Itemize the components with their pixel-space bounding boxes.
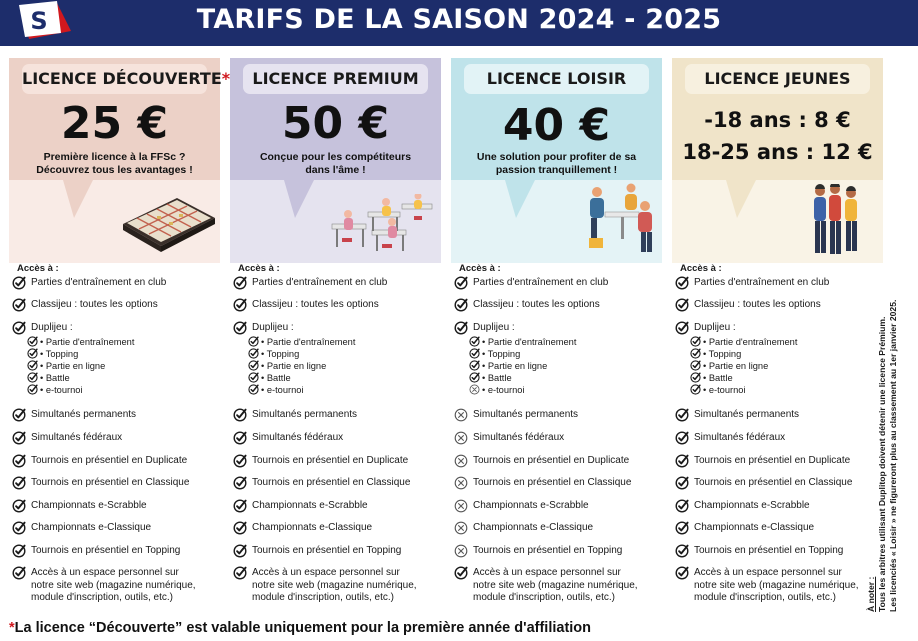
feature-text: Tournois en présentiel en Duplicate xyxy=(473,455,630,466)
check-circle-icon xyxy=(12,431,26,445)
check-circle-icon xyxy=(675,476,689,490)
feature-classijeu xyxy=(454,299,660,312)
feature-simul-fed xyxy=(233,432,439,445)
check-circle-icon xyxy=(454,276,468,290)
feature-text: Tournois en présentiel en Classique xyxy=(31,477,190,488)
check-circle-icon xyxy=(690,360,701,371)
licence-price-18-25: 18-25 ans : 12 € xyxy=(682,140,873,164)
licence-price-under-18: -18 ans : 8 € xyxy=(704,108,851,132)
duplijeu-sub-label: • Partie en ligne xyxy=(40,360,106,371)
duplijeu-sub-label: • Partie d'entraînement xyxy=(703,336,798,347)
check-circle-icon xyxy=(27,336,38,347)
feature-text: Parties d'entraînement en club xyxy=(252,277,388,288)
feature-text-line: module d'inscription, outils, etc.) xyxy=(473,592,615,603)
feature-text: Championnats e-Classique xyxy=(473,522,594,533)
feature-text-line: module d'inscription, outils, etc.) xyxy=(252,592,394,603)
feature-text-line: Accès à un espace personnel sur xyxy=(31,567,179,578)
feature-text-line: Accès à un espace personnel sur xyxy=(694,567,842,578)
feature-text: Championnats e-Classique xyxy=(31,522,152,533)
feature-simul-fed xyxy=(675,432,881,445)
check-circle-icon xyxy=(690,348,701,359)
feature-duplijeu xyxy=(233,322,439,335)
feature-duplijeu xyxy=(12,322,218,335)
feature-espace xyxy=(675,567,881,605)
check-circle-icon xyxy=(248,336,259,347)
feature-tournoi-dup xyxy=(233,455,439,468)
check-circle-icon xyxy=(233,544,247,558)
feature-parties xyxy=(12,277,218,290)
feature-text: Duplijeu : xyxy=(473,322,515,333)
feature-text-line: notre site web (magazine numérique, xyxy=(694,579,859,591)
licence-name: LICENCE JEUNES xyxy=(685,64,870,94)
feature-champ-eclassique xyxy=(675,522,881,535)
feature-simul-fed xyxy=(12,432,218,445)
header-bar xyxy=(0,0,918,46)
duplijeu-sub-item xyxy=(690,360,768,371)
feature-parties xyxy=(454,277,660,290)
feature-text-line: module d'inscription, outils, etc.) xyxy=(31,592,173,603)
feature-tournoi-cla xyxy=(233,477,439,490)
feature-text: Simultanés fédéraux xyxy=(252,432,344,443)
check-circle-icon xyxy=(675,521,689,535)
column-header xyxy=(9,58,231,263)
duplijeu-sub-item xyxy=(27,348,78,359)
duplijeu-sub-item xyxy=(248,360,326,371)
feature-text-line: Accès à un espace personnel sur xyxy=(473,567,621,578)
feature-champ-eclassique xyxy=(454,522,660,535)
check-circle-icon xyxy=(675,276,689,290)
duplijeu-sub-item xyxy=(27,372,70,383)
feature-text: Simultanés permanents xyxy=(31,409,137,420)
feature-champ-escrabble xyxy=(675,500,881,513)
cross-circle-icon xyxy=(454,454,468,468)
acces-label: Accès à : xyxy=(17,263,59,274)
duplijeu-sub-item xyxy=(248,348,299,359)
feature-text: Classijeu : toutes les options xyxy=(694,299,821,310)
duplijeu-sub-label: • Battle xyxy=(482,372,512,383)
feature-duplijeu xyxy=(454,322,660,335)
side-note xyxy=(866,267,912,612)
feature-espace xyxy=(233,567,439,605)
feature-simul-perm xyxy=(675,409,881,422)
check-circle-icon xyxy=(454,321,468,335)
feature-classijeu xyxy=(233,299,439,312)
feature-text-line: notre site web (magazine numérique, xyxy=(473,579,638,591)
feature-champ-eclassique xyxy=(12,522,218,535)
check-circle-icon xyxy=(469,336,480,347)
check-circle-icon xyxy=(12,321,26,335)
check-circle-icon xyxy=(454,298,468,312)
check-circle-icon xyxy=(233,276,247,290)
duplijeu-sub-item xyxy=(690,372,733,383)
feature-champ-escrabble xyxy=(12,500,218,513)
duplijeu-sub-label: • Topping xyxy=(482,348,521,359)
feature-champ-escrabble xyxy=(233,500,439,513)
feature-parties xyxy=(233,277,439,290)
check-circle-icon xyxy=(248,372,259,383)
check-circle-icon xyxy=(690,336,701,347)
check-circle-icon xyxy=(12,521,26,535)
duplijeu-sub-label: • e-tournoi xyxy=(703,384,746,395)
check-circle-icon xyxy=(690,384,701,395)
duplijeu-sub-item xyxy=(469,360,547,371)
check-circle-icon xyxy=(233,566,247,580)
side-note-line-2: Les licenciés « Loisir » ne figureront plus au classement au 1er janvier 2025. xyxy=(888,299,898,612)
licence-tagline: Conçue pour les compétiteurs dans l'âme ! xyxy=(259,151,412,176)
feature-simul-fed xyxy=(454,432,660,445)
licence-tagline: Une solution pour profiter de sa passion tranquillement ! xyxy=(476,151,637,176)
duplijeu-sub-item xyxy=(27,360,105,371)
duplijeu-sub-item xyxy=(690,384,746,395)
check-circle-icon xyxy=(675,566,689,580)
check-circle-icon xyxy=(233,521,247,535)
feature-text: Parties d'entraînement en club xyxy=(473,277,609,288)
feature-tournoi-top xyxy=(12,545,218,558)
cross-circle-icon xyxy=(454,499,468,513)
check-circle-icon xyxy=(675,408,689,422)
feature-text: Tournois en présentiel en Topping xyxy=(31,545,181,556)
licence-name: LICENCE LOISIR xyxy=(464,64,649,94)
duplijeu-sub-label: • Partie en ligne xyxy=(261,360,327,371)
check-circle-icon xyxy=(690,372,701,383)
feature-text-line: notre site web (magazine numérique, xyxy=(252,579,417,591)
feature-text: Simultanés fédéraux xyxy=(31,432,123,443)
side-note-line-1: Tous les arbitres utilisant Duplitop doivent détenir une licence Prémium. xyxy=(877,316,887,612)
column-licence-jeunes xyxy=(672,58,883,609)
column-licence-loisir xyxy=(451,58,662,609)
duplijeu-sub-item xyxy=(469,336,576,347)
feature-tournoi-top xyxy=(233,545,439,558)
licence-price: 40 € xyxy=(502,100,611,151)
page-title: TARIFS DE LA SAISON 2024 - 2025 xyxy=(196,4,722,35)
check-circle-icon xyxy=(12,544,26,558)
check-circle-icon xyxy=(233,431,247,445)
check-circle-icon xyxy=(27,372,38,383)
feature-text: Simultanés fédéraux xyxy=(694,432,786,443)
check-circle-icon xyxy=(675,431,689,445)
check-circle-icon xyxy=(454,566,468,580)
check-circle-icon xyxy=(12,454,26,468)
feature-simul-perm xyxy=(12,409,218,422)
feature-text: Simultanés permanents xyxy=(473,409,579,420)
check-circle-icon xyxy=(27,384,38,395)
duplijeu-sub-item xyxy=(690,336,797,347)
feature-text: Simultanés permanents xyxy=(694,409,800,420)
feature-text: Tournois en présentiel en Duplicate xyxy=(694,455,851,466)
duplijeu-sub-label: • Partie en ligne xyxy=(482,360,548,371)
feature-tournoi-top xyxy=(675,545,881,558)
duplijeu-sub-label: • Partie d'entraînement xyxy=(40,336,135,347)
column-header xyxy=(672,58,883,263)
duplijeu-sub-label: • Partie d'entraînement xyxy=(261,336,356,347)
duplijeu-sub-item xyxy=(469,348,520,359)
duplijeu-sub-label: • e-tournoi xyxy=(40,384,83,395)
licence-price: 25 € xyxy=(60,98,169,149)
duplijeu-sub-label: • Topping xyxy=(261,348,300,359)
cross-circle-icon xyxy=(454,544,468,558)
feature-parties xyxy=(675,277,881,290)
feature-champ-escrabble xyxy=(454,500,660,513)
feature-text: Simultanés fédéraux xyxy=(473,432,565,443)
check-circle-icon xyxy=(233,298,247,312)
feature-text: Tournois en présentiel en Topping xyxy=(694,545,844,556)
check-circle-icon xyxy=(469,372,480,383)
duplijeu-sub-label: • Topping xyxy=(703,348,742,359)
column-header xyxy=(230,58,441,263)
feature-text: Tournois en présentiel en Classique xyxy=(473,477,632,488)
feature-text-line: module d'inscription, outils, etc.) xyxy=(694,592,836,603)
check-circle-icon xyxy=(12,408,26,422)
check-circle-icon xyxy=(233,454,247,468)
check-circle-icon xyxy=(469,360,480,371)
feature-tournoi-cla xyxy=(454,477,660,490)
check-circle-icon xyxy=(27,360,38,371)
feature-text: Tournois en présentiel en Topping xyxy=(252,545,402,556)
check-circle-icon xyxy=(675,454,689,468)
feature-text: Classijeu : toutes les options xyxy=(473,299,600,310)
duplijeu-sub-label: • Partie d'entraînement xyxy=(482,336,577,347)
duplijeu-sub-label: • e-tournoi xyxy=(482,384,525,395)
check-circle-icon xyxy=(12,499,26,513)
feature-tournoi-dup xyxy=(675,455,881,468)
check-circle-icon xyxy=(233,476,247,490)
licence-name: LICENCE PREMIUM xyxy=(243,64,428,94)
check-circle-icon xyxy=(233,321,247,335)
feature-text-line: Accès à un espace personnel sur xyxy=(252,567,400,578)
feature-text: Championnats e-Classique xyxy=(252,522,373,533)
column-licence-decouverte xyxy=(9,58,231,609)
duplijeu-sub-label: • Battle xyxy=(40,372,70,383)
column-licence-premium xyxy=(230,58,441,609)
feature-text: Championnats e-Classique xyxy=(694,522,815,533)
feature-text: Tournois en présentiel en Topping xyxy=(473,545,623,556)
feature-text-line: notre site web (magazine numérique, xyxy=(31,579,196,591)
feature-text: Championnats e-Scrabble xyxy=(31,500,147,511)
check-circle-icon xyxy=(675,544,689,558)
duplijeu-sub-item xyxy=(469,372,512,383)
cross-circle-icon xyxy=(454,408,468,422)
friends-playing-icon xyxy=(581,182,663,256)
duplijeu-sub-label: • e-tournoi xyxy=(261,384,304,395)
feature-tournoi-cla xyxy=(675,477,881,490)
check-circle-icon xyxy=(675,321,689,335)
feature-text: Duplijeu : xyxy=(31,322,73,333)
licence-tagline: Première licence à la FFSc ? Découvrez tous les avantages ! xyxy=(36,151,193,176)
feature-text: Tournois en présentiel en Classique xyxy=(694,477,853,488)
feature-text: Duplijeu : xyxy=(694,322,736,333)
svg-text:S: S xyxy=(30,7,48,35)
duplijeu-sub-label: • Battle xyxy=(703,372,733,383)
duplijeu-sub-item xyxy=(248,372,291,383)
cross-circle-icon xyxy=(454,476,468,490)
players-tables-icon xyxy=(328,194,438,256)
feature-duplijeu xyxy=(675,322,881,335)
check-circle-icon xyxy=(675,499,689,513)
feature-text: Simultanés permanents xyxy=(252,409,358,420)
feature-text: Tournois en présentiel en Duplicate xyxy=(31,455,188,466)
feature-tournoi-dup xyxy=(454,455,660,468)
check-circle-icon xyxy=(12,276,26,290)
duplijeu-sub-item xyxy=(248,336,355,347)
acces-label: Accès à : xyxy=(680,263,722,274)
feature-text: Tournois en présentiel en Duplicate xyxy=(252,455,409,466)
duplijeu-sub-item xyxy=(27,336,134,347)
cross-circle-icon xyxy=(469,384,480,395)
feature-tournoi-top xyxy=(454,545,660,558)
feature-espace xyxy=(454,567,660,605)
licence-name: LICENCE DÉCOUVERTE* xyxy=(22,64,207,94)
duplijeu-sub-label: • Battle xyxy=(261,372,291,383)
check-circle-icon xyxy=(27,348,38,359)
acces-label: Accès à : xyxy=(238,263,280,274)
check-circle-icon xyxy=(12,298,26,312)
acces-label: Accès à : xyxy=(459,263,501,274)
feature-text: Tournois en présentiel en Classique xyxy=(252,477,411,488)
cross-circle-icon xyxy=(454,431,468,445)
check-circle-icon xyxy=(469,348,480,359)
feature-text: Classijeu : toutes les options xyxy=(31,299,158,310)
duplijeu-sub-item xyxy=(248,384,304,395)
feature-simul-perm xyxy=(454,409,660,422)
feature-classijeu xyxy=(12,299,218,312)
check-circle-icon xyxy=(248,384,259,395)
feature-champ-eclassique xyxy=(233,522,439,535)
feature-text: Championnats e-Scrabble xyxy=(252,500,368,511)
feature-espace xyxy=(12,567,218,605)
check-circle-icon xyxy=(675,298,689,312)
feature-tournoi-dup xyxy=(12,455,218,468)
feature-text: Classijeu : toutes les options xyxy=(252,299,379,310)
feature-text: Parties d'entraînement en club xyxy=(694,277,830,288)
feature-tournoi-cla xyxy=(12,477,218,490)
check-circle-icon xyxy=(233,499,247,513)
duplijeu-sub-item xyxy=(469,384,525,395)
feature-text: Duplijeu : xyxy=(252,322,294,333)
feature-text: Parties d'entraînement en club xyxy=(31,277,167,288)
check-circle-icon xyxy=(12,566,26,580)
duplijeu-sub-item xyxy=(27,384,83,395)
duplijeu-sub-label: • Topping xyxy=(40,348,79,359)
check-circle-icon xyxy=(12,476,26,490)
feature-text: Championnats e-Scrabble xyxy=(473,500,589,511)
check-circle-icon xyxy=(233,408,247,422)
young-people-icon xyxy=(808,184,864,256)
check-circle-icon xyxy=(248,348,259,359)
duplijeu-sub-item xyxy=(690,348,741,359)
feature-classijeu xyxy=(675,299,881,312)
duplijeu-sub-label: • Partie en ligne xyxy=(703,360,769,371)
side-note-title: À noter : xyxy=(866,576,876,612)
footnote-decouverte: *La licence “Découverte” est valable uniquement pour la première année d'affiliation xyxy=(9,620,592,636)
licence-price: 50 € xyxy=(281,98,390,149)
cross-circle-icon xyxy=(454,521,468,535)
column-header xyxy=(451,58,662,263)
check-circle-icon xyxy=(248,360,259,371)
feature-text: Championnats e-Scrabble xyxy=(694,500,810,511)
scrabble-board-icon xyxy=(117,184,217,254)
feature-simul-perm xyxy=(233,409,439,422)
